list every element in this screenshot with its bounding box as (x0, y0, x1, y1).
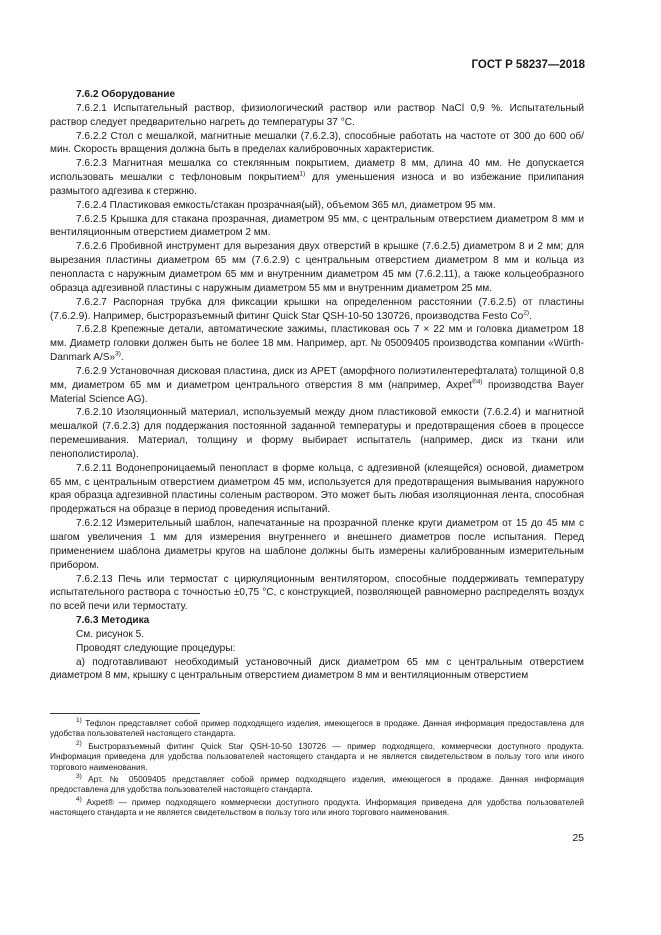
footnote-2: $^{2)}$ Быстроразъемный фитинг Quick Star QSH-10-50 130726 — пример подходящего, коммерчески доступного продукта. Информация приведена для удобства пользователей настоящего стандарта и не является свидетельством в пользу того или иного торгового наименования. (50, 740, 584, 772)
footnote-3: $^{3)}$ Арт. № 05009405 представляет собой пример подходящего изделия, имеющегося в продаже. Данная информация предоставлена для удобства пользователей настоящего стандарта. (50, 773, 584, 795)
document-header: ГОСТ Р 58237—2018 (471, 59, 585, 71)
paragraph-7-6-2-3: 7.6.2.3 Магнитная мешалка со стеклянным покрытием, диаметр 8 мм, длина 40 мм. Не допускается использовать мешалки с тефлоновым покрытием$^{1)}$ для уменьшения износа и во избежание прилипания размытого адгезива к стержню. (50, 158, 585, 197)
footnote-ref-1: 1) (299, 170, 306, 178)
paragraph-7-6-2-1: 7.6.2.1 Испытательный раствор, физиологический раствор или раствор NaCl 0,9 %. Испытательный раствор следует предварительно нагреть до температуры 37 °С. (50, 102, 584, 128)
paragraph-7-6-2-13: 7.6.2.13 Печь или термостат с циркуляционным вентилятором, способные поддерживать температуру испытательного раствора с точностью ±0,75 °С, с конструкцией, позволяющей равномерно распределять воздух по всей печи или термостату. (50, 573, 584, 613)
paragraph-see-figure: См. рисунок 5. (76, 628, 145, 640)
paragraph-7-6-2-8: 7.6.2.8 Крепежные детали, автоматические зажимы, пластиковая ось 7 × 22 мм и головка диаметром 18 мм. Диаметр головки должен быть не более 18 мм. Например, арт. № 05009405 производства компании «Würth-Danmark A/S»$^{3)}$. (50, 324, 584, 364)
footnote-4: $^{4)}$ Axpet® — пример подходящего коммерчески доступного продукта. Информация приведена для удобства пользователей настоящего стандарта и не является свидетельством в пользу того или иного торгового наименования. (50, 796, 584, 818)
main-text (50, 88, 584, 683)
paragraph-7-6-2-7: 7.6.2.7 Распорная трубка для фиксации крышки на определенном расстоянии (7.6.2.5) от пластины (7.6.2.9). Например, быстроразъемный фитинг Quick Star QSH-10-50 130726, производства Festo Co$^{2)}$. (50, 296, 584, 322)
paragraph-7-6-2-5: 7.6.2.5 Крышка для стакана прозрачная, диаметром 95 мм, с центральным отверстием диаметром 8 мм и вентиляционным отверстием диаметром 2 мм. (50, 213, 584, 239)
paragraph-7-6-2-4: 7.6.2.4 Пластиковая емкость/стакан прозрачная(ый), объемом 365 мл, диаметром 95 мм. (76, 199, 496, 211)
section-heading-method: 7.6.3 Методика (76, 615, 150, 627)
paragraph-7-6-2-11: 7.6.2.11 Водонепроницаемый пенопласт в форме кольца, с адгезивной (клеящейся) основой, диаметром 65 мм, с центральным отверстием диаметром 45 мм, используется для предотвращения вымывания наружного края образца адгезивной пластины соленым раствором. Это может быть любая изоляционная лента, способная продержаться на образце в период проведения испытаний. (50, 462, 584, 516)
paragraph-7-6-2-9: 7.6.2.9 Установочная дисковая пластина, диск из АРЕТ (аморфного полиэтилентерефталата) толщиной 0,8 мм, диаметром 65 мм и диаметром центрального отверстия 8 мм (например, Axpet$^{®4)}$ производства Bayer Material Science AG). (50, 365, 585, 405)
paragraph-7-6-2-10: 7.6.2.10 Изоляционный материал, используемый между дном пластиковой емкости (7.6.2.4) и магнитной мешалкой (7.6.2.3) для поддержания постоянной заданной температуры и предотвращения сбоев в процессе перемешивания. Материал, толщину и форму выбирает испытатель (например, диск из ткани или пенополистирола). (50, 407, 584, 460)
page-number: 25 (572, 832, 584, 844)
section-heading-equipment: 7.6.2 Оборудование (76, 89, 176, 100)
paragraph-7-6-2-12: 7.6.2.12 Измерительный шаблон, напечатанные на прозрачной пленке круги диаметром от 15 до 45 мм с шагом увеличения 1 мм для измерения внутреннего и внешнего диаметров после испытания. Перед применением шаблона диаметры кругов на шаблоне должны быть измерены калиброванным измерительным прибором. (50, 518, 584, 571)
paragraph-procedures-intro: Проводят следующие процедуры: (76, 642, 236, 654)
paragraph-7-6-2-2: 7.6.2.2 Стол с мешалкой, магнитные мешалки (7.6.2.3), способные работать на частоте от 300 до 600 об/мин. Скорость вращения должна быть в пределах калибровочных характеристик. (50, 130, 584, 156)
footnote-ref-4: ®4) (471, 378, 483, 386)
footnote-separator (50, 713, 200, 714)
footnote-ref-2: 2) (523, 309, 530, 317)
paragraph-7-6-2-6: 7.6.2.6 Пробивной инструмент для вырезания двух отверстий в крышке (7.6.2.5) диаметром 8 и 2 мм; для вырезания пластины диаметром 65 мм (7.6.2.9) с центральным отверстием диаметром 8 мм и кольца из пенопласта с наружным диаметром 65 мм и внутренним диаметром 45 мм (7.6.2.11), а также кольцеобразного образца адгезивной пластины с наружным диаметром 55 мм и внутренним диаметром 25 мм. (50, 241, 584, 294)
footnote-1: $^{1)}$ Тефлон представляет собой пример подходящего изделия, имеющегося в продаже. Данная информация предоставлена для удобства пользователей настоящего стандарта. (50, 717, 584, 739)
footnotes (50, 718, 584, 820)
paragraph-procedure-a: а) подготавливают необходимый установочный диск диаметром 65 мм с центральным отверстием диаметром 8 мм, крышку с центральным отверстием диаметром 8 мм и вентиляционным отверстием (50, 656, 584, 682)
footnote-ref-3: 3) (115, 350, 121, 358)
